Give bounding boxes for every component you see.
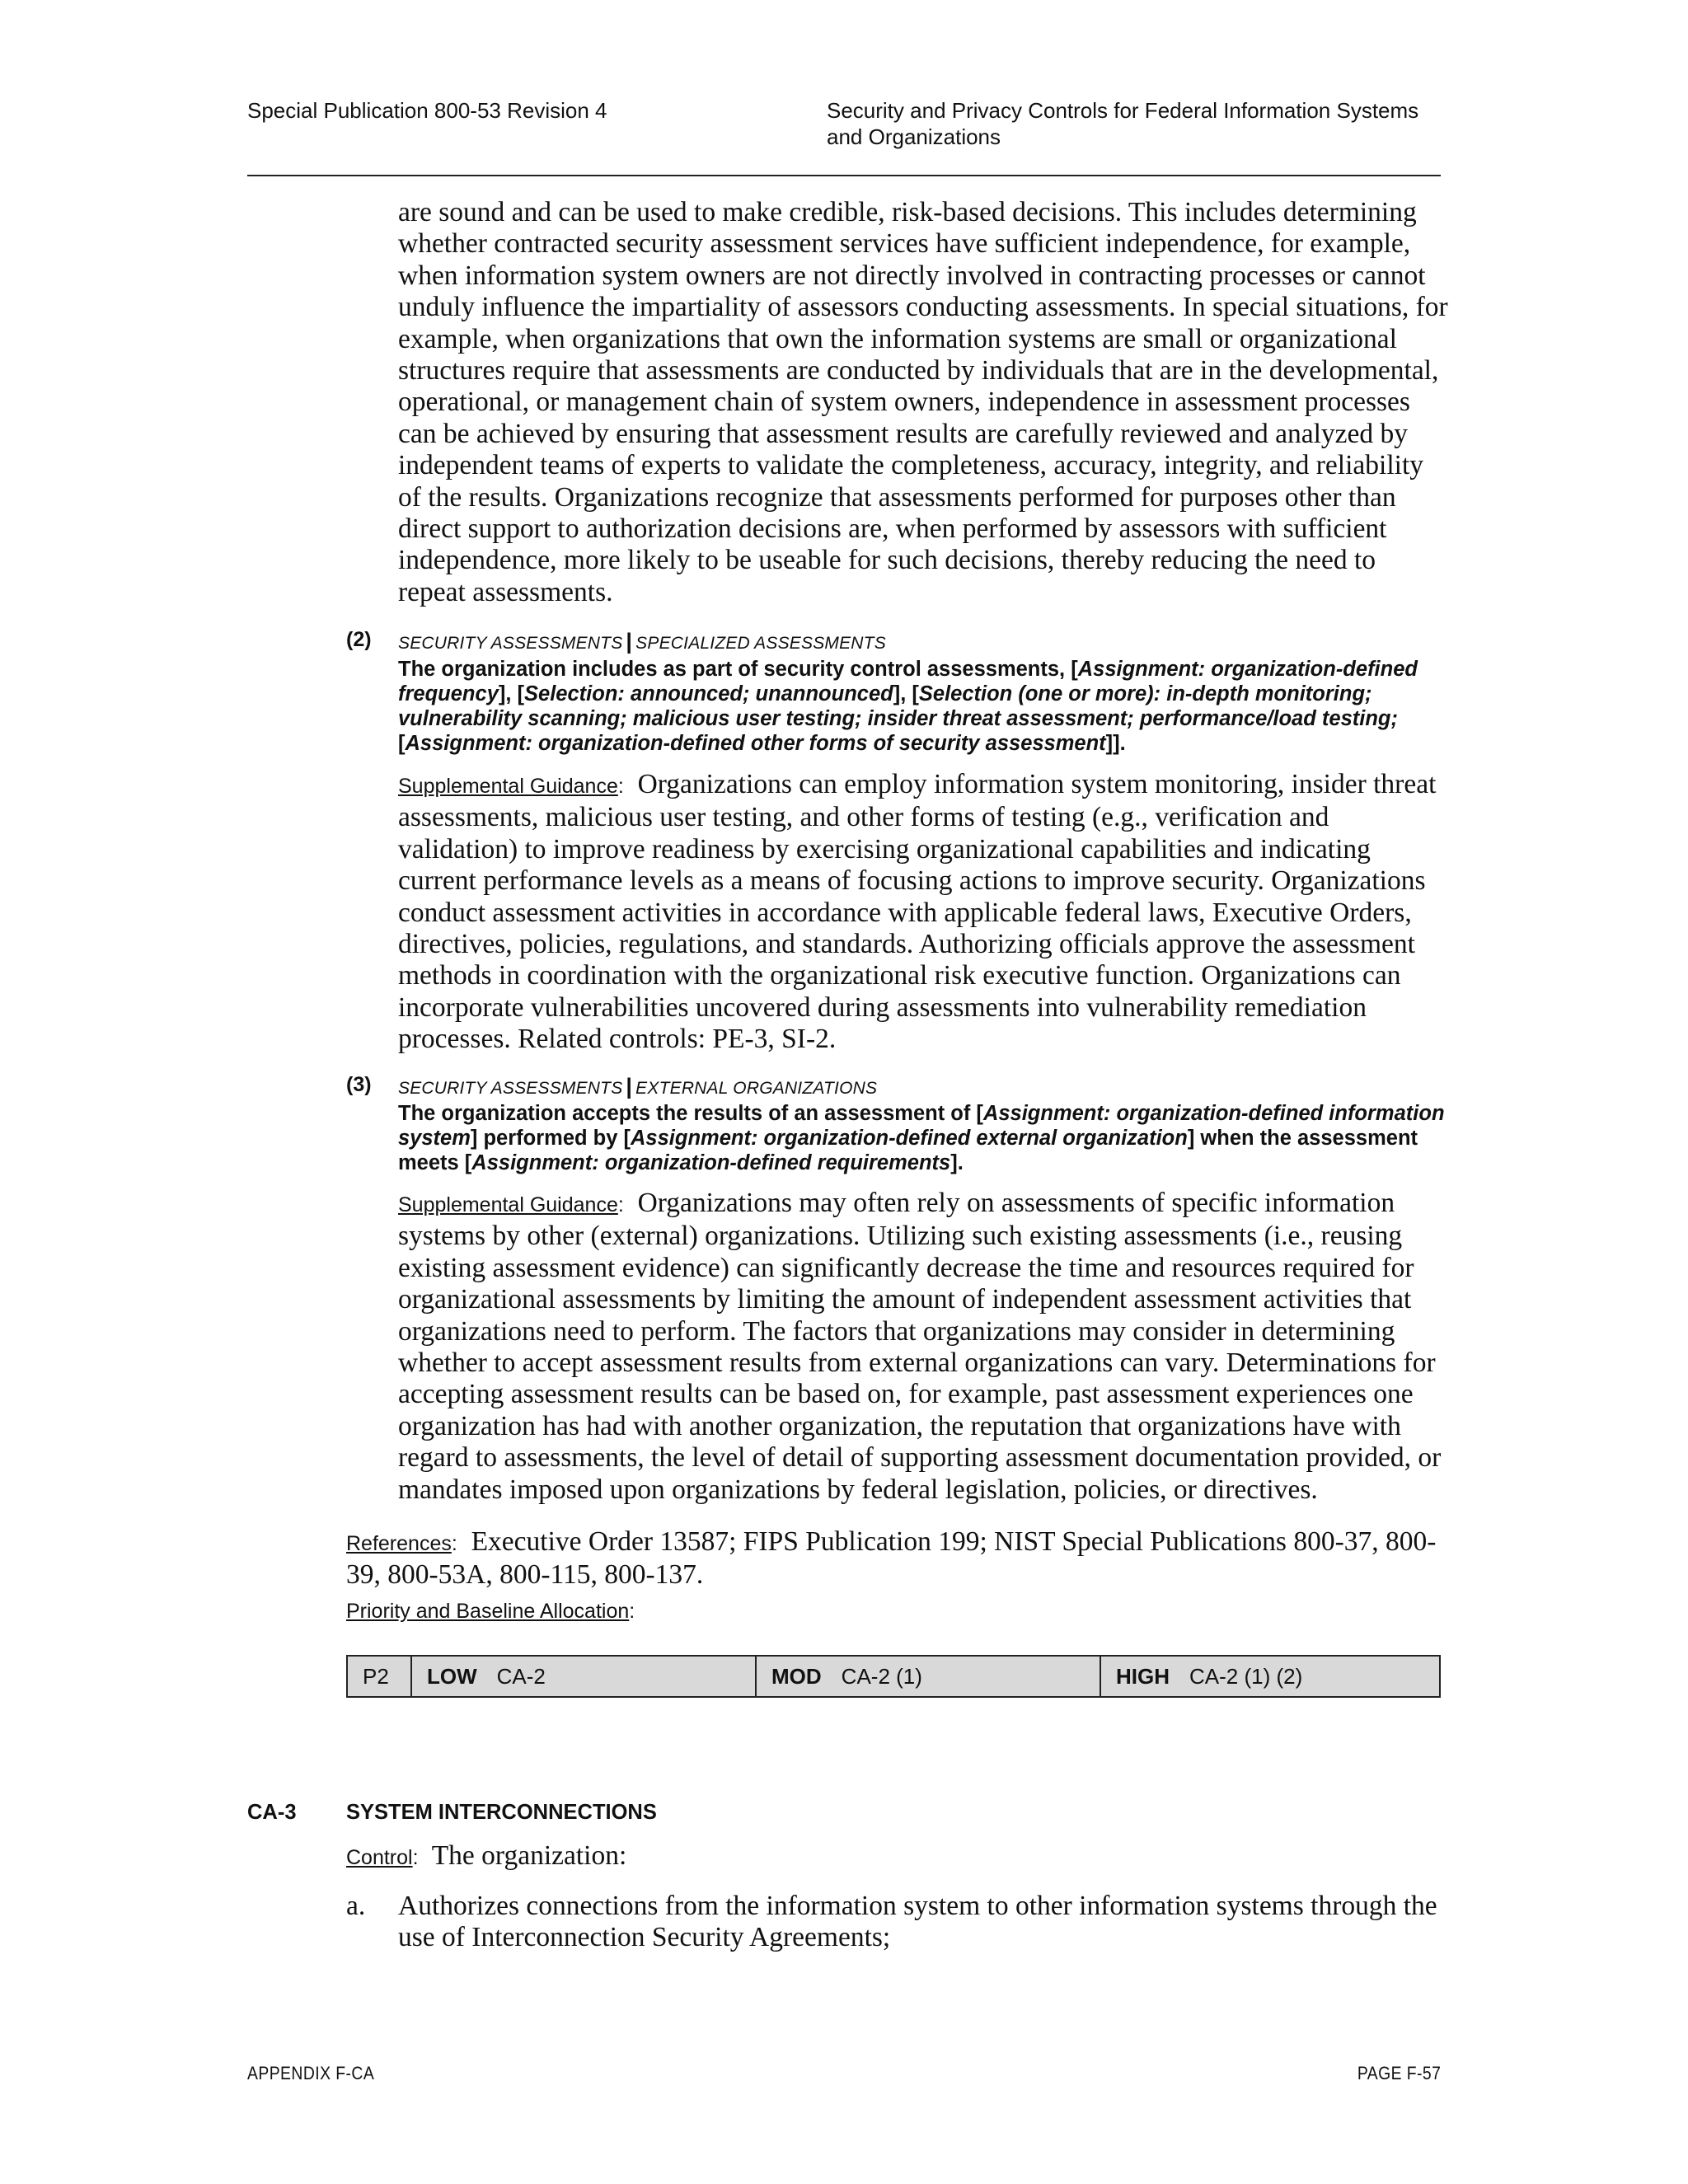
- list-item-letter: a.: [346, 1891, 366, 1921]
- enhancement-3-title-part2: EXTERNAL ORGANIZATIONS: [635, 1079, 878, 1098]
- label-colon: :: [617, 1193, 624, 1216]
- label-colon: :: [629, 1600, 635, 1623]
- control-intro: [346, 1840, 626, 1873]
- selection-parameter: Selection (one or more): in-depth monitoring; vulnerability scanning; malicious user testing; insider threat assessment; performance/load testing;: [398, 682, 1398, 730]
- supplemental-guidance-text: Organizations can employ information system monitoring, insider threat assessments, malicious user testing, and other forms of testing (e.g., verification and validation) to improve readiness by exercising organizational capabilities and indicating current performance levels as a means of focusing actions to improve security. Organizations conduct assessment activities in accordance with applicable federal laws, Executive Orders, directives, policies, regulations, and standards. Authorizing officials approve the assessment methods in coordination with the organizational risk executive function. Organizations can incorporate vulnerabilities uncovered during assessments into vulnerability remediation processes. Related controls: PE-3, SI-2.: [398, 769, 1437, 1055]
- control-intro-text: The organization:: [431, 1840, 627, 1871]
- enhancement-2-title: [398, 629, 886, 654]
- list-item-text: Authorizes connections from the information system to other information systems through the use of Interconnection Security Agreements;: [398, 1891, 1437, 1953]
- priority-value: P2: [363, 1663, 389, 1689]
- references: [346, 1526, 1451, 1591]
- assignment-parameter: Assignment: organization-defined other forms of security assessment: [405, 732, 1106, 755]
- control-text: ] when the assessment meets [: [398, 1127, 1418, 1174]
- supplemental-guidance-label: Supplemental Guidance: [398, 775, 618, 798]
- enhancement-3-title: [398, 1074, 877, 1099]
- control-text: ], [: [498, 682, 525, 705]
- supplemental-guidance-label: Supplemental Guidance: [398, 1193, 618, 1216]
- control-text: [: [398, 732, 406, 755]
- supplemental-guidance-text: Organizations may often rely on assessments of specific information systems by other (external) organizations. Utilizing such existing assessments (i.e., reusing existing assessment evidence) can significantly decrease the time and resources required for organizational assessments by limiting the amount of independent assessment activities that organizations need to perform. The factors that organizations may consider in determining whether to accept assessment results from external organizations can vary. Determinations for accepting assessment results can be based on, for example, past assessment experiences one organization has had with another organization, the reputation that organizations have with regard to assessments, the level of detail of supporting assessment documentation provided, or mandates imposed upon organizations by federal legislation, policies, or directives.: [398, 1188, 1442, 1505]
- enhancement-3-control-statement: [398, 1101, 1453, 1175]
- high-value: CA-2 (1) (2): [1189, 1663, 1303, 1689]
- references-text: Executive Order 13587; FIPS Publication 199; NIST Special Publications 800-37, 800-39, 800-53A, 800-115, 800-137.: [346, 1526, 1437, 1591]
- label-colon: :: [617, 775, 624, 798]
- priority-label: Priority and Baseline Allocation: [346, 1600, 630, 1623]
- footer-page-number: PAGE F-57: [1357, 2063, 1441, 2083]
- enhancement-2-number: (2): [346, 628, 372, 651]
- assignment-parameter: Assignment: organization-defined requirements: [471, 1151, 951, 1174]
- mod-value: CA-2 (1): [841, 1663, 922, 1689]
- assignment-parameter: Assignment: organization-defined information system: [398, 1102, 1445, 1150]
- title-separator: |: [626, 1074, 633, 1099]
- enhancement-2-control-statement: [398, 657, 1453, 756]
- high-label: HIGH: [1116, 1663, 1170, 1689]
- continued-paragraph: are sound and can be used to make credible, risk-based decisions. This includes determining whether contracted security assessment services have sufficient independence, for example, when information system owners are not directly involved in contracting processes or cannot unduly influence the impartiality of assessors conducting assessments. In special situations, for example, when organizations that own the information systems are small or organizational structures require that assessments are conducted by individuals that are in the developmental, operational, or management chain of system owners, independence in assessment processes can be achieved by ensuring that assessment results are carefully reviewed and analyzed by independent teams of experts to validate the completeness, accuracy, integrity, and reliability of the results. Organizations recognize that assessments performed for purposes other than direct support to authorization decisions are, when performed by assessors with sufficient independence, more likely to be useable for such decisions, thereby reducing the need to repeat assessments.: [398, 197, 1448, 607]
- control-text: ].: [950, 1151, 964, 1174]
- control-text: The organization accepts the results of an assessment of [: [398, 1102, 983, 1125]
- assignment-parameter: Assignment: organization-defined external organization: [631, 1127, 1188, 1150]
- label-colon: :: [451, 1532, 457, 1555]
- references-label: References: [346, 1532, 452, 1555]
- low-label: LOW: [427, 1663, 477, 1689]
- enhancement-3-supplemental-guidance: [398, 1188, 1449, 1506]
- enhancement-2-title-part1: SECURITY ASSESSMENTS: [398, 634, 623, 653]
- enhancement-2-title-part2: SPECIALIZED ASSESSMENTS: [635, 634, 886, 653]
- control-label: Control: [346, 1846, 413, 1869]
- control-text: ] performed by [: [470, 1127, 631, 1150]
- header-divider: [247, 175, 1441, 176]
- footer-appendix: APPENDIX F-CA: [247, 2063, 375, 2083]
- assignment-parameter: Assignment: organization-defined frequency: [398, 658, 1418, 705]
- control-id: CA-3: [247, 1801, 297, 1824]
- control-text: ], [: [893, 682, 919, 705]
- selection-parameter: Selection: announced; unannounced: [524, 682, 893, 705]
- mod-baseline-cell: [757, 1657, 1101, 1696]
- control-text: The organization includes as part of security control assessments, [: [398, 658, 1078, 681]
- label-colon: :: [412, 1846, 419, 1869]
- header-publication-title: Special Publication 800-53 Revision 4: [247, 98, 607, 123]
- low-value: CA-2: [496, 1663, 546, 1689]
- high-baseline-cell: [1101, 1657, 1439, 1696]
- enhancement-3-title-part1: SECURITY ASSESSMENTS: [398, 1079, 623, 1098]
- low-baseline-cell: [412, 1657, 757, 1696]
- control-title: SYSTEM INTERCONNECTIONS: [346, 1801, 657, 1824]
- baseline-allocation-table: [346, 1655, 1441, 1698]
- enhancement-2-supplemental-guidance: [398, 769, 1449, 1056]
- mod-label: MOD: [771, 1663, 822, 1689]
- priority-baseline-heading: [346, 1600, 635, 1624]
- enhancement-3-number: (3): [346, 1073, 372, 1096]
- title-separator: |: [626, 629, 633, 654]
- priority-cell: [348, 1657, 412, 1696]
- header-document-title: Security and Privacy Controls for Federal Information Systems and Organizations: [827, 98, 1419, 149]
- control-text: ]].: [1105, 732, 1126, 755]
